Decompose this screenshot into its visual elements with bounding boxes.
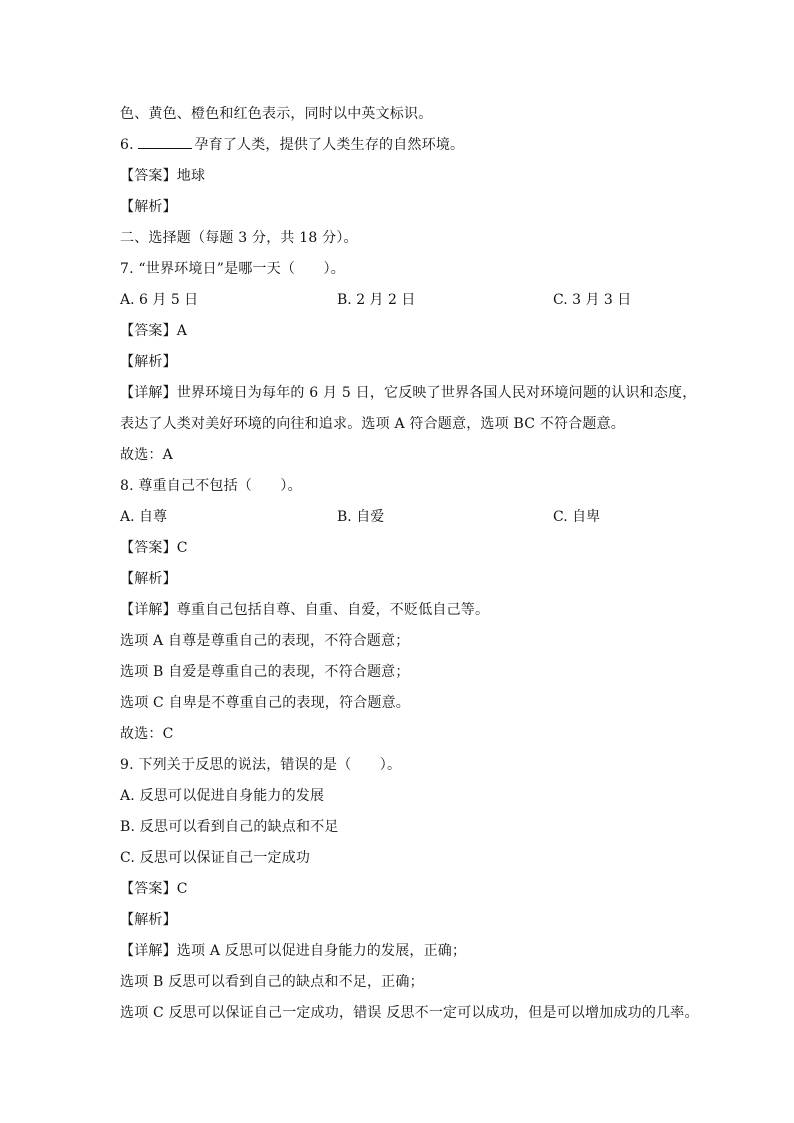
options-row — [120, 504, 700, 535]
detail-line: 选项 B 自爱是尊重自己的表现，不符合题意； — [120, 664, 410, 680]
detail-line: 【详解】选项 A 反思可以促进自身能力的发展，正确； — [120, 943, 467, 959]
detail-line: 【详解】尊重自己包括自尊、自重、自爱，不贬低自己等。 — [120, 602, 490, 618]
fill-blank — [138, 134, 192, 149]
options-row — [120, 287, 700, 318]
option-a: A. 6 月 5 日 — [120, 292, 199, 308]
answer-line: 【答案】地球 — [120, 168, 206, 184]
section-heading: 二、选择题（每题 3 分，共 18 分）。 — [120, 230, 358, 246]
question-text: 孕育了人类，提供了人类生存的自然环境。 — [194, 137, 465, 153]
question-6 — [120, 132, 700, 163]
text-line: 色、黄色、橙色和红色表示，同时以中英文标识。 — [120, 106, 433, 122]
answer-line: 【答案】A — [120, 323, 188, 339]
option-b: B. 反思可以看到自己的缺点和不足 — [120, 819, 339, 835]
answer-line: 【答案】C — [120, 881, 188, 897]
detail-line: 选项 C 自卑是不尊重自己的表现，符合题意。 — [120, 695, 411, 711]
question-9: 9. 下列关于反思的说法，错误的是（ ）。 — [120, 757, 402, 773]
option-c: C. 反思可以保证自己一定成功 — [120, 850, 311, 866]
option-c: C. 3 月 3 日 — [553, 292, 632, 308]
option-b: B. 2 月 2 日 — [337, 292, 416, 308]
option-c: C. 自卑 — [553, 509, 601, 525]
question-8: 8. 尊重自己不包括（ ）。 — [120, 478, 302, 494]
detail-line: 选项 A 自尊是尊重自己的表现，不符合题意； — [120, 633, 410, 649]
analysis-line: 【解析】 — [120, 199, 177, 215]
question-number: 6. — [120, 137, 134, 153]
analysis-line: 【解析】 — [120, 912, 177, 928]
detail-line: 【详解】世界环境日为每年的 6 月 5 日，它反映了世界各国人民对环境问题的认识和态度， — [120, 385, 697, 401]
option-b: B. 自爱 — [337, 509, 385, 525]
detail-line: 选项 C 反思可以保证自己一定成功，错误 反思不一定可以成功，但是可以增加成功的几率。 — [120, 1005, 699, 1021]
detail-line: 表达了人类对美好环境的向往和追求。选项 A 符合题意，选项 BC 不符合题意。 — [120, 416, 625, 432]
analysis-line: 【解析】 — [120, 354, 177, 370]
option-a: A. 反思可以促进自身能力的发展 — [120, 788, 325, 804]
choice-line: 故选：A — [120, 447, 173, 463]
analysis-line: 【解析】 — [120, 571, 177, 587]
detail-line: 选项 B 反思可以看到自己的缺点和不足，正确； — [120, 974, 424, 990]
option-a: A. 自尊 — [120, 509, 168, 525]
answer-line: 【答案】C — [120, 540, 188, 556]
document-page — [120, 101, 700, 1031]
question-7: 7. “世界环境日”是哪一天（ ）。 — [120, 261, 345, 277]
choice-line: 故选：C — [120, 726, 174, 742]
